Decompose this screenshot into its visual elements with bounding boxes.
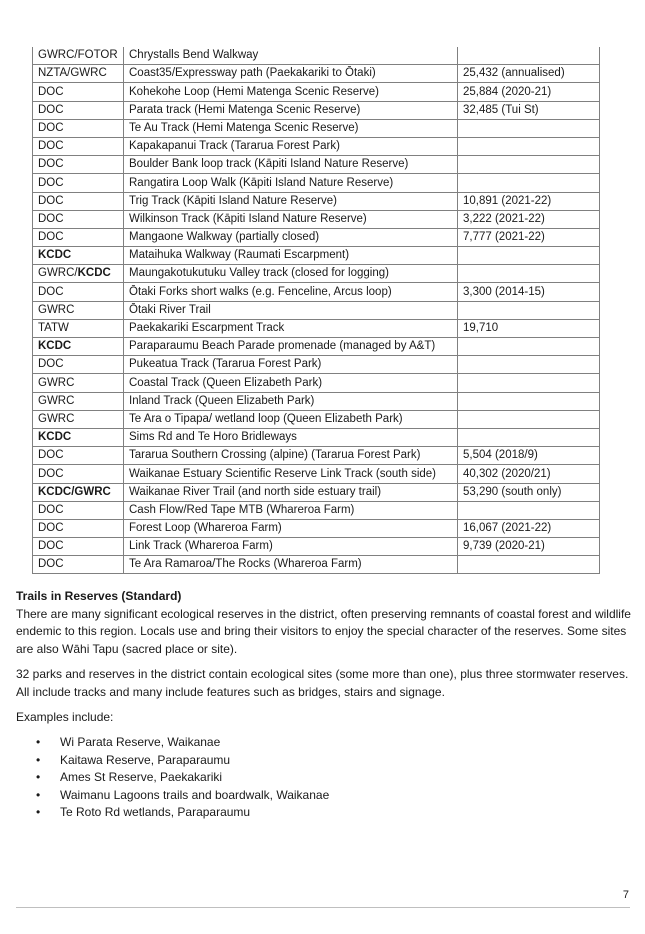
table-row xyxy=(33,119,600,137)
list-item xyxy=(16,804,329,822)
usage-cell xyxy=(458,556,600,574)
trail-cell: Wilkinson Track (Kāpiti Island Nature Reserve) xyxy=(124,210,458,228)
example-text: Kaitawa Reserve, Paraparaumu xyxy=(60,752,231,767)
usage-cell xyxy=(458,174,600,192)
usage-cell: 3,300 (2014-15) xyxy=(458,283,600,301)
usage-cell: 25,884 (2020-21) xyxy=(458,83,600,101)
table-row xyxy=(33,410,600,428)
table-row xyxy=(33,65,600,83)
section-heading: Trails in Reserves (Standard) xyxy=(16,589,182,603)
examples-intro-block xyxy=(16,709,636,727)
org-prefix: GWRC/ xyxy=(38,267,78,280)
table-row xyxy=(33,265,600,283)
org-cell: DOC xyxy=(33,501,124,519)
table-row xyxy=(33,428,600,446)
table-row xyxy=(33,83,600,101)
org-cell: DOC xyxy=(33,156,124,174)
table-row xyxy=(33,374,600,392)
table-row xyxy=(33,447,600,465)
trail-cell: Mangaone Walkway (partially closed) xyxy=(124,228,458,246)
table-row xyxy=(33,174,600,192)
table-row xyxy=(33,338,600,356)
org-cell: GWRC xyxy=(33,301,124,319)
trail-cell: Te Ara o Tipapa/ wetland loop (Queen Elizabeth Park) xyxy=(124,410,458,428)
usage-cell xyxy=(458,356,600,374)
trail-cell: Tararua Southern Crossing (alpine) (Tararua Forest Park) xyxy=(124,447,458,465)
org-cell: DOC xyxy=(33,556,124,574)
table-row xyxy=(33,301,600,319)
table-row xyxy=(33,556,600,574)
trail-cell: Chrystalls Bend Walkway xyxy=(124,47,458,65)
usage-cell: 3,222 (2021-22) xyxy=(458,210,600,228)
table-row xyxy=(33,538,600,556)
usage-cell xyxy=(458,410,600,428)
org-cell: DOC xyxy=(33,447,124,465)
usage-cell xyxy=(458,338,600,356)
usage-cell: 53,290 (south only) xyxy=(458,483,600,501)
example-text: Ames St Reserve, Paekakariki xyxy=(60,770,223,784)
org-cell: KCDC/GWRC xyxy=(33,483,124,501)
trail-cell: Coastal Track (Queen Elizabeth Park) xyxy=(124,374,458,392)
table-row xyxy=(33,283,600,301)
bullet-icon: • xyxy=(36,752,41,767)
usage-cell xyxy=(458,374,600,392)
usage-cell xyxy=(458,119,600,137)
table-row xyxy=(33,247,600,265)
trails-table-body xyxy=(33,47,600,574)
org-cell: DOC xyxy=(33,465,124,483)
trail-cell: Te Ara Ramaroa/The Rocks (Whareroa Farm) xyxy=(124,556,458,574)
org-cell xyxy=(33,265,124,283)
example-text: Te Roto Rd wetlands, Paraparaumu xyxy=(60,805,251,819)
section-block xyxy=(16,588,636,658)
trail-cell: Boulder Bank loop track (Kāpiti Island Nature Reserve) xyxy=(124,156,458,174)
trail-cell: Rangatira Loop Walk (Kāpiti Island Nature Reserve) xyxy=(124,174,458,192)
table-row xyxy=(33,483,600,501)
trail-cell: Coast35/Expressway path (Paekakariki to Ōtaki) xyxy=(124,65,458,83)
org-cell: KCDC xyxy=(33,338,124,356)
org-cell: TATW xyxy=(33,319,124,337)
trail-cell: Forest Loop (Whareroa Farm) xyxy=(124,519,458,537)
trail-cell: Mataihuka Walkway (Raumati Escarpment) xyxy=(124,247,458,265)
org-cell: DOC xyxy=(33,283,124,301)
usage-cell: 10,891 (2021-22) xyxy=(458,192,600,210)
table-row xyxy=(33,137,600,155)
usage-cell xyxy=(458,137,600,155)
org-cell: DOC xyxy=(33,519,124,537)
list-item xyxy=(16,752,329,770)
org-cell: GWRC xyxy=(33,392,124,410)
usage-cell: 40,302 (2020/21) xyxy=(458,465,600,483)
trail-cell: Inland Track (Queen Elizabeth Park) xyxy=(124,392,458,410)
list-item xyxy=(16,769,329,787)
list-item xyxy=(16,787,329,805)
org-cell: GWRC/FOTOR xyxy=(33,47,124,65)
trail-cell: Link Track (Whareroa Farm) xyxy=(124,538,458,556)
usage-cell xyxy=(458,501,600,519)
trail-cell: Waikanae River Trail (and north side estuary trail) xyxy=(124,483,458,501)
org-cell: DOC xyxy=(33,83,124,101)
org-cell: DOC xyxy=(33,210,124,228)
section-paragraph-2: 32 parks and reserves in the district contain ecological sites (some more than one), plus three stormwater reserves. All include tracks and many include features such as bridges, stairs and signage. xyxy=(16,667,629,699)
trail-cell: Parata track (Hemi Matenga Scenic Reserve) xyxy=(124,101,458,119)
trail-cell: Kohekohe Loop (Hemi Matenga Scenic Reserve) xyxy=(124,83,458,101)
table-row xyxy=(33,356,600,374)
bullet-icon: • xyxy=(36,735,41,749)
usage-cell xyxy=(458,265,600,283)
usage-cell: 7,777 (2021-22) xyxy=(458,228,600,246)
table-row xyxy=(33,210,600,228)
table-row xyxy=(33,156,600,174)
org-cell: DOC xyxy=(33,101,124,119)
org-suffix: KCDC xyxy=(77,267,111,280)
table-row xyxy=(33,47,600,65)
trail-cell: Trig Track (Kāpiti Island Nature Reserve) xyxy=(124,192,458,210)
table-row xyxy=(33,228,600,246)
examples-intro: Examples include: xyxy=(16,710,114,724)
trail-cell: Ōtaki Forks short walks (e.g. Fenceline, Arcus loop) xyxy=(124,283,458,301)
table-row xyxy=(33,465,600,483)
org-cell: DOC xyxy=(33,174,124,192)
table-row xyxy=(33,192,600,210)
org-cell: DOC xyxy=(33,538,124,556)
usage-cell xyxy=(458,301,600,319)
trail-cell: Cash Flow/Red Tape MTB (Whareroa Farm) xyxy=(124,501,458,519)
org-cell: GWRC xyxy=(33,410,124,428)
org-cell: NZTA/GWRC xyxy=(33,65,124,83)
trail-cell: Maungakotukutuku Valley track (closed for logging) xyxy=(124,265,458,283)
usage-cell: 5,504 (2018/9) xyxy=(458,447,600,465)
usage-cell xyxy=(458,47,600,65)
usage-cell xyxy=(458,247,600,265)
trail-cell: Kapakapanui Track (Tararua Forest Park) xyxy=(124,137,458,155)
trail-cell: Te Au Track (Hemi Matenga Scenic Reserve) xyxy=(124,119,458,137)
bullet-icon: • xyxy=(36,770,41,784)
org-cell: KCDC xyxy=(33,247,124,265)
table-row xyxy=(33,392,600,410)
page-number: 7 xyxy=(622,889,629,901)
org-cell: GWRC xyxy=(33,374,124,392)
org-cell: DOC xyxy=(33,356,124,374)
org-cell: DOC xyxy=(33,228,124,246)
example-text: Wi Parata Reserve, Waikanae xyxy=(60,735,221,749)
trail-cell: Sims Rd and Te Horo Bridleways xyxy=(124,428,458,446)
usage-cell: 9,739 (2020-21) xyxy=(458,538,600,556)
table-row xyxy=(33,101,600,119)
usage-cell xyxy=(458,392,600,410)
trail-cell: Paraparaumu Beach Parade promenade (managed by A&T) xyxy=(124,338,458,356)
usage-cell xyxy=(458,428,600,446)
trail-cell: Paekakariki Escarpment Track xyxy=(124,319,458,337)
usage-cell: 16,067 (2021-22) xyxy=(458,519,600,537)
org-cell: KCDC xyxy=(33,428,124,446)
usage-cell xyxy=(458,156,600,174)
usage-cell: 25,432 (annualised) xyxy=(458,65,600,83)
section-paragraph-2-block xyxy=(16,666,636,701)
org-cell: DOC xyxy=(33,119,124,137)
bullet-icon: • xyxy=(36,787,41,802)
example-text: Waimanu Lagoons trails and boardwalk, Waikanae xyxy=(60,787,330,802)
usage-cell: 19,710 xyxy=(458,319,600,337)
examples-list xyxy=(16,734,329,822)
trail-cell: Pukeatua Track (Tararua Forest Park) xyxy=(124,356,458,374)
trail-cell: Ōtaki River Trail xyxy=(124,301,458,319)
org-cell: DOC xyxy=(33,137,124,155)
trail-cell: Waikanae Estuary Scientific Reserve Link Track (south side) xyxy=(124,465,458,483)
section-paragraph-1: There are many significant ecological reserves in the district, often preserving remnants of coastal forest and wildlife endemic to this region. Locals use and bring their visitors to enjoy the special character of the reserves. Some sites are also Wāhi Tapu (sacred place or site). xyxy=(16,606,631,656)
table-row xyxy=(33,519,600,537)
bullet-icon: • xyxy=(36,805,41,819)
org-cell: DOC xyxy=(33,192,124,210)
footer-divider xyxy=(16,907,630,908)
trails-table xyxy=(32,47,600,574)
usage-cell: 32,485 (Tui St) xyxy=(458,101,600,119)
table-row xyxy=(33,501,600,519)
list-item xyxy=(16,734,329,752)
table-row xyxy=(33,319,600,337)
